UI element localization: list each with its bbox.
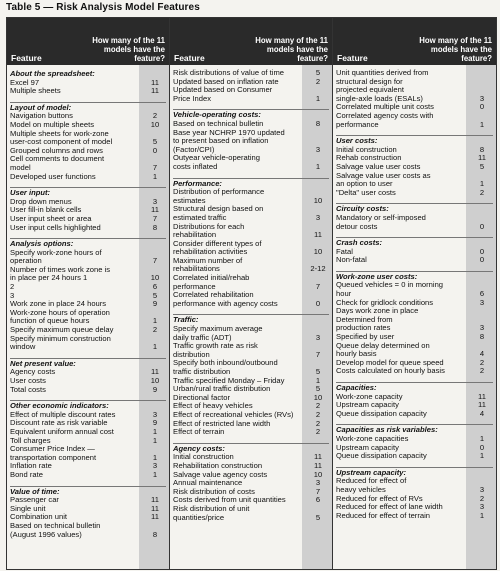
model-count: 11 <box>151 367 159 377</box>
feature-label: Initial construction <box>336 144 397 154</box>
model-count: 9 <box>152 418 158 428</box>
model-count: 1 <box>152 316 158 326</box>
feature-label: Risk distributions of value of time <box>173 68 284 77</box>
model-count: 1 <box>315 375 321 385</box>
model-count: 11 <box>478 400 486 410</box>
feature-label: Urban/rural traffic distribution <box>173 384 271 394</box>
feature-label: Salvage value user costs as an option to user <box>336 170 431 189</box>
model-count: 8 <box>479 144 485 154</box>
model-count: 0 <box>479 442 485 452</box>
feature-label: Developed user functions <box>10 171 96 181</box>
table-row <box>173 129 329 155</box>
feature-label: Develop model for queue speed <box>336 357 444 367</box>
feature-label: Reduced for effect of terrain <box>336 510 430 520</box>
table-row <box>10 224 166 233</box>
table-row <box>336 189 493 198</box>
model-count: 11 <box>314 230 322 240</box>
model-count: 1 <box>152 426 158 436</box>
model-count: 7 <box>315 486 321 496</box>
feature-label: Mandatory or self-imposed detour costs <box>336 212 426 231</box>
feature-label: Salvage value agency costs <box>173 469 268 479</box>
feature-label: Specify maximum queue delay <box>10 325 114 335</box>
feature-header: Feature <box>174 53 205 63</box>
model-count: 1 <box>315 93 321 103</box>
feature-label: Grouped columns and rows <box>10 145 103 155</box>
section-heading: Capacities: <box>336 382 493 393</box>
table-row <box>173 359 329 376</box>
feature-label: Bond rate <box>10 469 43 479</box>
table-row <box>10 266 166 283</box>
section-heading: User input: <box>10 187 166 198</box>
feature-header: Feature <box>11 53 42 63</box>
feature-label: 3 <box>10 290 15 300</box>
count-header: How many of the 11 models have the feature? <box>419 36 492 63</box>
table-row <box>336 452 493 461</box>
model-count: 0 <box>479 102 485 112</box>
section-heading: Performance: <box>173 178 329 189</box>
model-count: 3 <box>479 93 485 103</box>
feature-label: Agency costs <box>10 367 56 377</box>
table-row <box>173 342 329 359</box>
table-row <box>10 386 166 395</box>
feature-label: Specified by user <box>336 332 395 342</box>
table-row <box>336 512 493 521</box>
model-count: 2 <box>152 325 158 335</box>
model-count: 0 <box>479 255 485 265</box>
model-count: 7 <box>152 256 158 266</box>
model-count: 5 <box>315 384 321 394</box>
model-count: 5 <box>479 161 485 171</box>
model-count: 2 <box>152 111 158 121</box>
section-heading: Crash costs: <box>336 237 493 248</box>
model-count: 11 <box>314 452 322 462</box>
model-count: 5 <box>315 68 321 77</box>
section-heading: About the spreadsheet: <box>10 69 95 78</box>
model-count: 1 <box>315 161 321 171</box>
model-count: 5 <box>152 290 158 300</box>
table-row <box>10 173 166 182</box>
model-count: 10 <box>150 273 160 283</box>
feature-label: Correlated agency costs with performance <box>336 110 434 129</box>
section-heading: Analysis options: <box>10 238 166 249</box>
model-count: 1 <box>152 435 158 445</box>
feature-label: Drop down menus <box>10 196 72 206</box>
model-count: 11 <box>151 77 159 87</box>
feature-label: Total costs <box>10 384 46 394</box>
feature-label: Toll charges <box>10 435 51 445</box>
feature-label: User fill-in blank cells <box>10 205 82 215</box>
model-count: 3 <box>152 461 158 471</box>
feature-label: Queued vehicles = 0 in morning hour <box>336 280 444 299</box>
feature-label: Correlated initial/rehab performance <box>173 273 250 291</box>
feature-label: Specify work-zone hours of operation <box>10 247 102 266</box>
model-count: 10 <box>313 247 323 257</box>
table-title: Table 5 — Risk Analysis Model Features <box>6 2 200 13</box>
model-count: 8 <box>315 118 321 128</box>
table-row <box>336 410 493 419</box>
feature-label: Based on technical bulletin <box>173 118 264 128</box>
model-count: 2 <box>315 76 321 86</box>
model-count: 10 <box>150 119 160 129</box>
feature-label: Effect of recreational vehicles (RVs) <box>173 409 294 419</box>
model-count: 1 <box>479 433 485 443</box>
feature-label: Traffic specified Monday – Friday <box>173 375 285 385</box>
table-row <box>10 249 166 266</box>
feature-label: Correlated multiple unit costs <box>336 102 434 112</box>
model-count: 5 <box>315 512 321 522</box>
feature-label: Check for gridlock conditions <box>336 297 434 307</box>
table-row <box>10 87 166 96</box>
model-count: 3 <box>479 502 485 512</box>
model-count: 3 <box>479 484 485 494</box>
feature-label: Costs derived from unit quantities <box>173 495 286 505</box>
feature-label: Model on multiple sheets <box>10 119 94 129</box>
count-header: How many of the 11 models have the feature? <box>92 36 165 63</box>
table-row <box>336 367 493 376</box>
section-heading: Vehicle-operating costs: <box>173 109 329 120</box>
table-row <box>173 86 329 103</box>
model-count: 3 <box>479 323 485 333</box>
section-heading: Net present value: <box>10 358 166 369</box>
model-count: 0 <box>479 221 485 231</box>
feature-label: Queue delay determined on hourly basis <box>336 340 430 359</box>
feature-label: Number of times work zone is in place per 24 hours 1 <box>10 264 111 283</box>
feature-label: Queue dissipation capacity <box>336 451 427 461</box>
feature-label: Queue dissipation capacity <box>336 408 427 418</box>
model-count: 4 <box>479 349 485 359</box>
feature-label: Days work zone in place Determined from production rates <box>336 306 419 333</box>
feature-label: Combination unit <box>10 512 67 522</box>
features-table <box>6 17 497 570</box>
feature-label: Work-zone capacity <box>336 391 403 401</box>
section-heading: Capacities as risk variables: <box>336 424 493 435</box>
model-count: 11 <box>151 86 159 96</box>
model-count: 2-12 <box>310 264 326 274</box>
model-count: 8 <box>152 529 158 539</box>
feature-label: Based on technical bulletin (August 1996 values) <box>10 520 101 539</box>
model-count: 3 <box>152 196 158 206</box>
section-heading: Traffic: <box>173 314 329 325</box>
model-count: 6 <box>152 282 158 292</box>
table-row <box>336 281 493 298</box>
table-row <box>336 214 493 231</box>
model-count: 1 <box>479 451 485 461</box>
feature-label: Reduced for effect of heavy vehicles <box>336 476 407 494</box>
model-count: 5 <box>315 367 321 376</box>
table-row <box>10 445 166 462</box>
feature-label: Effect of terrain <box>173 427 225 437</box>
section-heading: Work-zone user costs: <box>336 271 493 282</box>
feature-label: Rehab construction <box>336 153 402 163</box>
model-count: 11 <box>478 391 486 401</box>
feature-label: Specify minimum construction window <box>10 333 111 352</box>
model-count: 10 <box>150 376 160 385</box>
feature-label: Effect of multiple discount rates <box>10 409 116 419</box>
model-count: 10 <box>313 392 323 402</box>
section-heading: Other economic indicators: <box>10 400 166 411</box>
model-count: 2 <box>479 366 485 376</box>
feature-label: Upstream capacity <box>336 442 399 452</box>
feature-label: Updated based on inflation rate <box>173 76 279 86</box>
feature-label: Reduced for effect of lane width <box>336 502 443 512</box>
table-row <box>336 307 493 333</box>
table-row <box>173 257 329 274</box>
section-heading: User costs: <box>336 135 493 146</box>
table-row <box>173 223 329 240</box>
model-count: 3 <box>152 409 158 419</box>
feature-label: Structural design based on estimated traffic <box>173 204 264 222</box>
table-row <box>173 428 329 437</box>
feature-label: Multiple sheets <box>10 86 61 96</box>
model-count: 1 <box>152 171 158 181</box>
feature-label: Non-fatal <box>336 255 367 265</box>
feature-label: Cell comments to document model <box>10 154 105 172</box>
model-count: 2 <box>479 493 485 503</box>
feature-label: Discount rate as risk variable <box>10 418 108 428</box>
model-count: 0 <box>315 298 321 308</box>
feature-label: User input cells highlighted <box>10 222 101 232</box>
feature-label: Navigation buttons <box>10 111 73 121</box>
feature-label: Outyear vehicle-operating costs inflated <box>173 153 260 171</box>
model-count: 7 <box>152 162 158 172</box>
feature-label: Annual maintenance <box>173 478 243 488</box>
model-count: 1 <box>479 119 485 129</box>
model-count: 2 <box>315 418 321 428</box>
model-count: 3 <box>315 144 321 154</box>
column-header <box>7 18 169 65</box>
table-row <box>336 477 493 494</box>
feature-label: Initial construction <box>173 452 234 462</box>
model-count: 5 <box>152 137 158 147</box>
model-count: 2 <box>479 357 485 367</box>
model-count: 10 <box>313 195 323 205</box>
model-count: 11 <box>314 460 322 470</box>
feature-label: Excel 97 <box>10 77 40 87</box>
table-row <box>10 471 166 480</box>
section-heading: Layout of model: <box>10 102 166 113</box>
feature-label: User input sheet or area <box>10 213 92 223</box>
model-count: 2 <box>315 409 321 419</box>
model-count: 8 <box>479 332 485 342</box>
table-row <box>10 522 166 539</box>
feature-label: Specify maximum average daily traffic (ADT) <box>173 324 263 342</box>
table-row <box>173 205 329 222</box>
model-count: 1 <box>479 510 485 520</box>
feature-label: Fatal <box>336 246 353 256</box>
model-count: 7 <box>315 281 321 291</box>
table-row <box>336 112 493 129</box>
feature-label: Multiple sheets for work-zone user-cost component of model <box>10 128 113 147</box>
table-row <box>173 325 329 342</box>
feature-label: Passenger car <box>10 495 59 505</box>
table-row <box>10 335 166 352</box>
feature-label: User costs <box>10 376 46 385</box>
column-header <box>170 18 332 65</box>
model-count: 8 <box>152 222 158 232</box>
model-count: 2 <box>315 401 321 411</box>
model-count: 11 <box>478 153 486 163</box>
feature-label: Updated based on Consumer Price Index <box>173 85 273 103</box>
feature-label: Unit quantities derived from structural design for projected equivalent single-axle loads (ESALs) <box>336 68 429 103</box>
model-count: 0 <box>152 145 158 155</box>
section-heading: Value of time: <box>10 486 166 497</box>
feature-label: Work zone in place 24 hours <box>10 299 107 309</box>
feature-label: Upstream capacity <box>336 400 399 410</box>
feature-label: Reduced for effect of RVs <box>336 493 423 503</box>
table-row <box>10 283 166 292</box>
feature-label: Specify both inbound/outbound traffic distribution <box>173 358 278 376</box>
feature-label: Consider different types of rehabilitation activities <box>173 238 262 257</box>
feature-label: Consumer Price Index — transportation component <box>10 444 97 462</box>
table-row <box>173 505 329 522</box>
table-row <box>10 130 166 147</box>
model-count: 3 <box>315 212 321 222</box>
table-column <box>170 18 333 569</box>
feature-label: Salvage value user costs <box>336 161 421 171</box>
table-row <box>336 69 493 103</box>
model-count: 3 <box>315 478 321 488</box>
model-count: 6 <box>479 289 485 299</box>
feature-label: Traffic growth rate as risk distribution <box>173 341 258 359</box>
model-count: 1 <box>152 469 158 479</box>
feature-label: Distribution of performance estimates <box>173 187 265 205</box>
table-row <box>173 274 329 291</box>
table-row <box>336 172 493 189</box>
table-row <box>173 291 329 308</box>
feature-label: Rehabilitation construction <box>173 460 263 470</box>
feature-label: Correlated rehabilitation performance with agency costs <box>173 290 278 308</box>
feature-label: Risk distribution of costs <box>173 486 255 496</box>
model-count: 3 <box>315 332 321 342</box>
table-row <box>173 188 329 205</box>
model-count: 9 <box>152 384 158 394</box>
feature-label: Costs calculated on hourly basis <box>336 366 445 376</box>
feature-label: Single unit <box>10 503 46 513</box>
model-count: 7 <box>315 349 321 359</box>
table-column <box>333 18 496 569</box>
model-count: 2 <box>315 427 321 437</box>
feature-label: Work-zone hours of operation function of queue hours <box>10 307 110 326</box>
model-count: 3 <box>479 297 485 307</box>
feature-label: Work-zone capacities <box>336 433 409 443</box>
feature-label: Maximum number of rehabilitations <box>173 255 243 274</box>
section-heading: Circuity costs: <box>336 203 493 214</box>
feature-label: "Delta" user costs <box>336 187 396 197</box>
model-count: 4 <box>479 408 485 418</box>
table-row <box>336 256 493 265</box>
model-count: 11 <box>151 495 159 505</box>
model-count: 11 <box>151 503 159 513</box>
feature-label: 2 <box>10 282 15 292</box>
model-count: 1 <box>152 452 158 462</box>
model-count: 11 <box>151 512 159 522</box>
model-count: 9 <box>152 299 158 309</box>
model-count: 6 <box>315 495 321 505</box>
model-count: 7 <box>152 213 158 223</box>
model-count: 1 <box>479 179 485 189</box>
feature-header: Feature <box>337 53 368 63</box>
column-header <box>333 18 496 65</box>
table-row <box>173 240 329 257</box>
feature-label: Base year NCHRP 1970 updated to present based on inflation (Factor/CPI) <box>173 127 285 154</box>
feature-label: Directional factor <box>173 392 230 402</box>
model-count: 10 <box>313 469 323 479</box>
table-row <box>10 309 166 326</box>
section-heading: Agency costs: <box>173 443 329 454</box>
model-count: 2 <box>479 187 485 197</box>
model-count: 0 <box>479 246 485 256</box>
table-column <box>7 18 170 569</box>
table-row <box>173 154 329 171</box>
feature-label: Effect of heavy vehicles <box>173 401 253 411</box>
feature-label: Risk distribution of unit quantities/price <box>173 503 250 522</box>
table-row <box>10 155 166 172</box>
model-count: 11 <box>151 205 159 215</box>
model-count: 1 <box>152 342 158 352</box>
section-heading: Upstream capacity: <box>336 467 493 478</box>
count-header: How many of the 11 models have the feature? <box>255 36 328 63</box>
feature-label: Inflation rate <box>10 461 52 471</box>
feature-label: Effect of restricted lane width <box>173 418 271 428</box>
table-row <box>336 342 493 359</box>
feature-label: Distributions for each rehabilitation <box>173 221 245 240</box>
feature-label: Equivalent uniform annual cost <box>10 426 114 436</box>
